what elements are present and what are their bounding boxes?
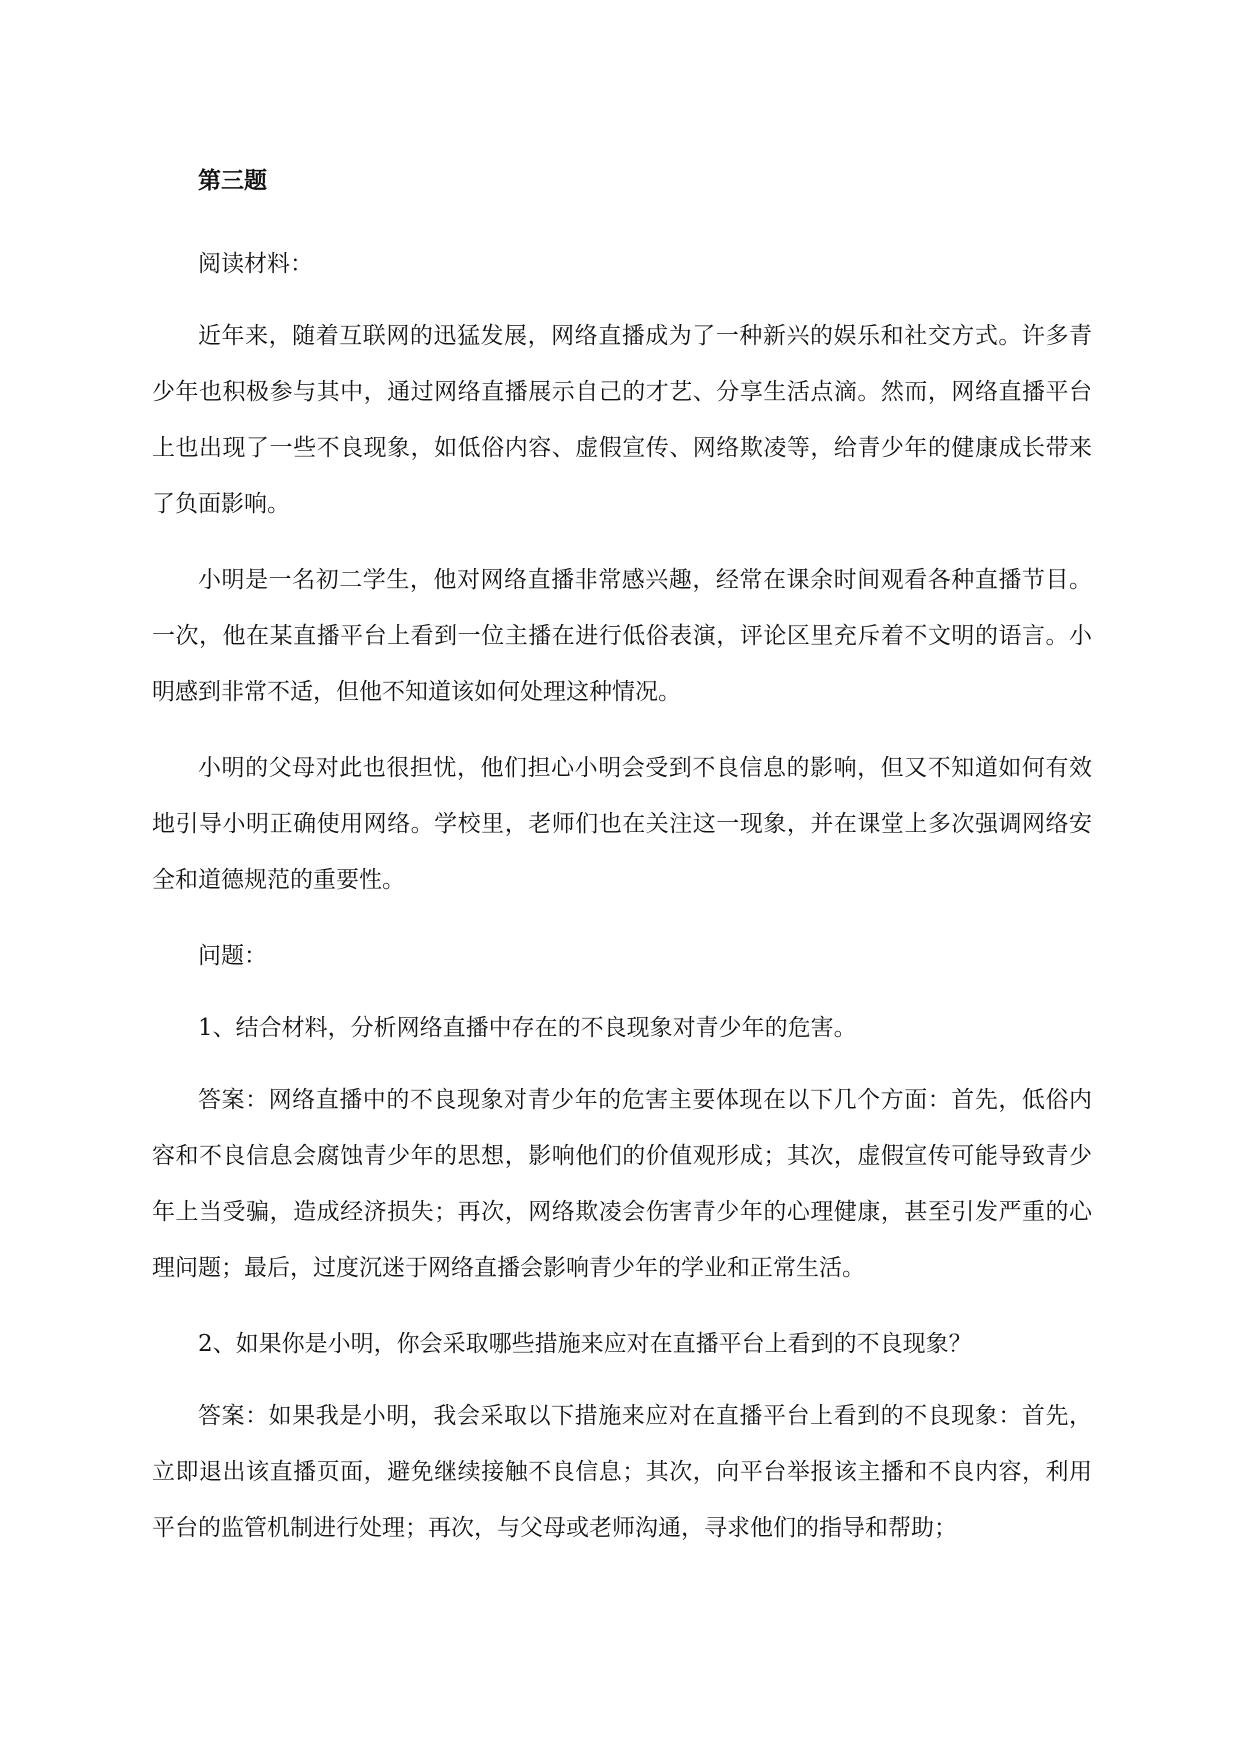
question-label: 问题： [198, 943, 267, 969]
material-paragraph-2: 小明是一名初二学生，他对网络直播非常感兴趣，经常在课余时间观看各种直播节目。一次，他在某直播平台上看到一位主播在进行低俗表演，评论区里充斥着不文明的语言。小明感到非常不适，但他不知道该如何处理这种情况。 [152, 567, 1092, 705]
reading-label: 阅读材料： [198, 251, 313, 277]
question-2: 2、如果你是小明，你会采取哪些措施来应对在直播平台上看到的不良现象？ [198, 1331, 972, 1357]
material-paragraph-1: 近年来，随着互联网的迅猛发展，网络直播成为了一种新兴的娱乐和社交方式。许多青少年也积极参与其中，通过网络直播展示自己的才艺、分享生活点滴。然而，网络直播平台上也出现了一些不良现象，如低俗内容、虚假宣传、网络欺凌等，给青少年的健康成长带来了负面影响。 [152, 323, 1092, 517]
material-paragraph-3: 小明的父母对此也很担忧，他们担心小明会受到不良信息的影响，但又不知道如何有效地引导小明正确使用网络。学校里，老师们也在关注这一现象，并在课堂上多次强调网络安全和道德规范的重要性。 [152, 755, 1092, 893]
answer-1: 答案：网络直播中的不良现象对青少年的危害主要体现在以下几个方面：首先，低俗内容和不良信息会腐蚀青少年的思想，影响他们的价值观形成；其次，虚假宣传可能导致青少年上当受骗，造成经济损失；再次，网络欺凌会伤害青少年的心理健康，甚至引发严重的心理问题；最后，过度沉迷于网络直播会影响青少年的学业和正常生活。 [152, 1087, 1092, 1281]
answer-2: 答案：如果我是小明，我会采取以下措施来应对在直播平台上看到的不良现象：首先，立即退出该直播页面，避免继续接触不良信息；其次，向平台举报该主播和不良内容，利用平台的监管机制进行处理；再次，与父母或老师沟通，寻求他们的指导和帮助； [152, 1403, 1092, 1541]
document-page [152, 140, 1092, 1576]
question-title: 第三题 [198, 168, 267, 194]
question-1: 1、结合材料，分析网络直播中存在的不良现象对青少年的危害。 [198, 1015, 857, 1041]
